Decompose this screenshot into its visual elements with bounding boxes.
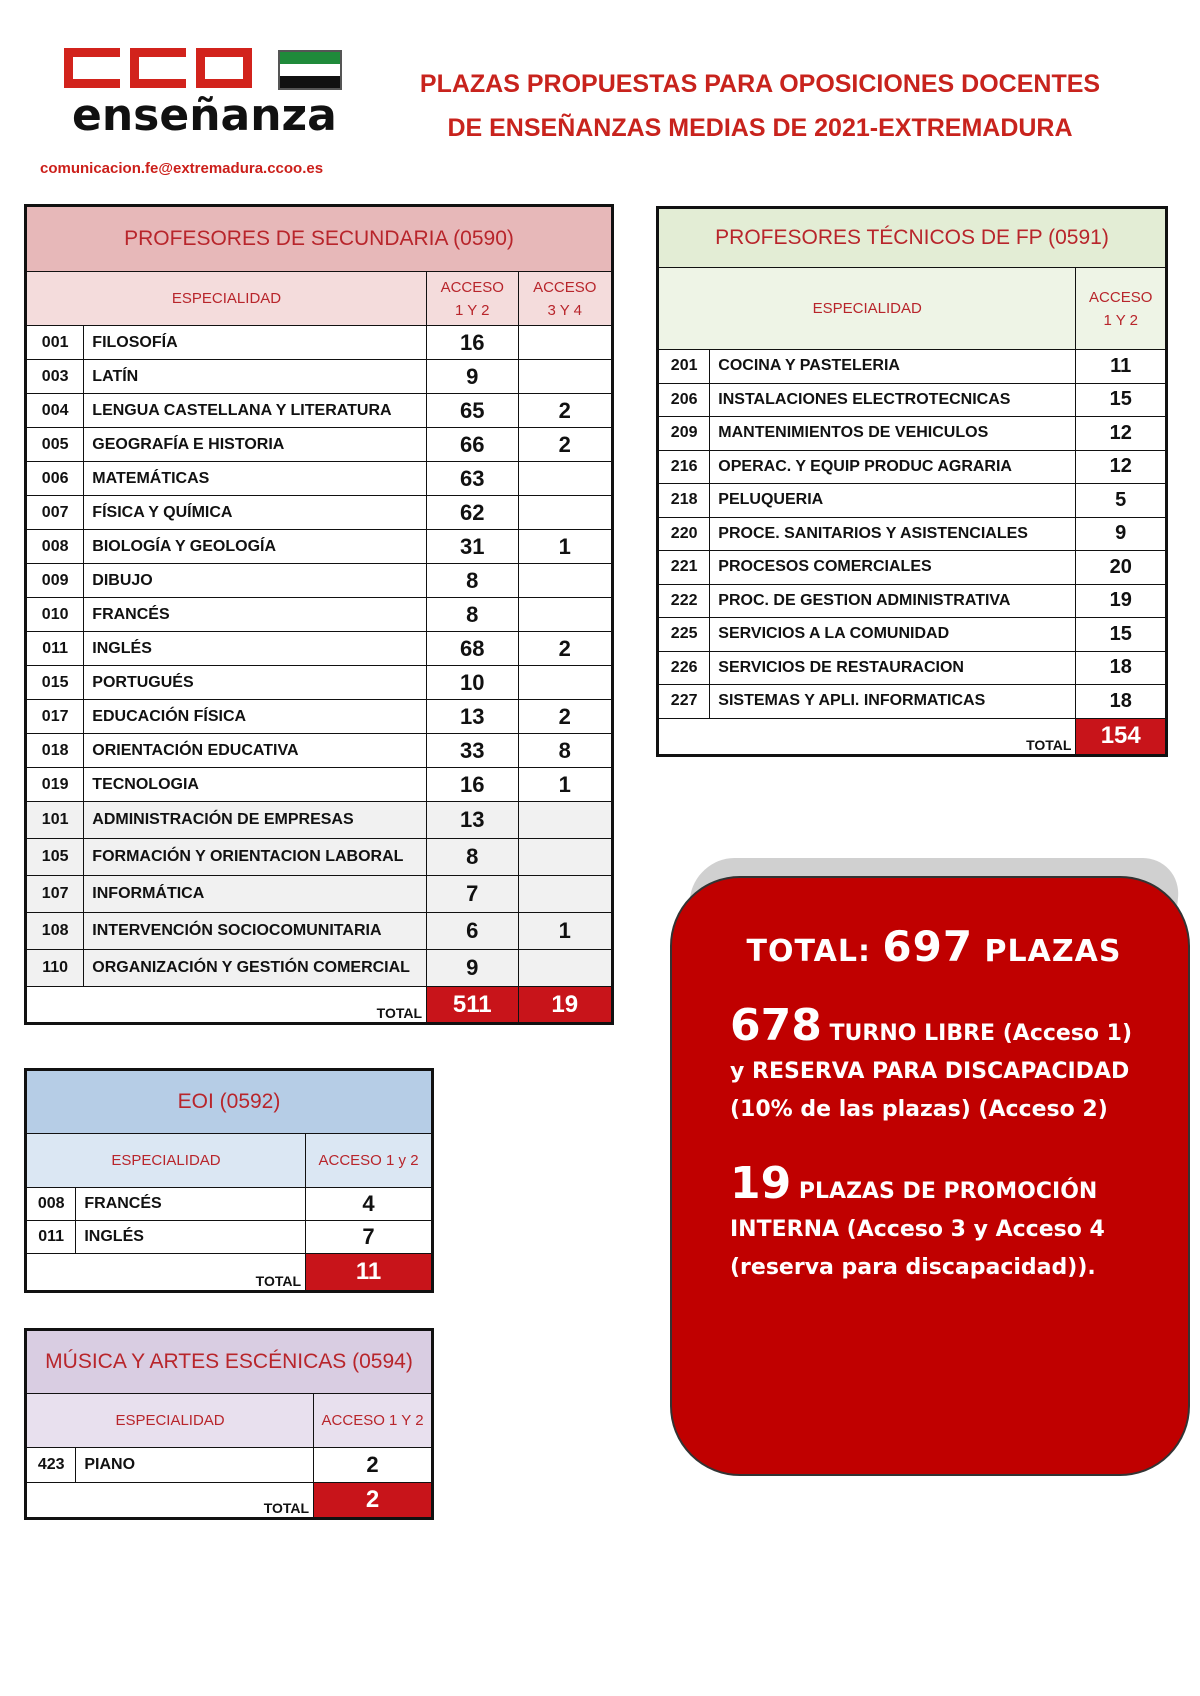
cell-acceso-3-4 <box>518 950 613 987</box>
fp-total-a12: 154 <box>1076 718 1167 755</box>
cell-acceso-1-2: 63 <box>427 462 518 496</box>
cell-especialidad: LENGUA CASTELLANA Y LITERATURA <box>84 394 427 428</box>
table-row <box>26 913 613 950</box>
cell-especialidad: ORGANIZACIÓN Y GESTIÓN COMERCIAL <box>84 950 427 987</box>
table-row <box>658 350 1167 384</box>
cell-acceso-3-4 <box>518 564 613 598</box>
cell-code: 009 <box>26 564 84 598</box>
table-row <box>26 462 613 496</box>
cell-acceso-3-4 <box>518 462 613 496</box>
cell-especialidad: ORIENTACIÓN EDUCATIVA <box>84 734 427 768</box>
secundaria-title: PROFESORES DE SECUNDARIA (0590) <box>26 206 613 272</box>
cell-acceso-3-4 <box>518 876 613 913</box>
cell-acceso-1-2: 68 <box>427 632 518 666</box>
table-row <box>26 530 613 564</box>
cell-acceso-1-2: 8 <box>427 839 518 876</box>
table-row <box>26 1221 433 1254</box>
cell-code: 011 <box>26 632 84 666</box>
fp-col-acceso-1-2: ACCESO 1 Y 2 <box>1076 268 1167 350</box>
cell-code: 101 <box>26 802 84 839</box>
cell-acceso-1-2: 15 <box>1076 618 1167 652</box>
summary-promo-value: 19 <box>730 1158 792 1209</box>
cell-code: 110 <box>26 950 84 987</box>
cell-especialidad: INGLÉS <box>76 1221 306 1254</box>
table-row <box>658 618 1167 652</box>
cell-acceso-1-2: 5 <box>1076 484 1167 518</box>
cell-acceso-3-4 <box>518 839 613 876</box>
cell-especialidad: SERVICIOS DE RESTAURACION <box>710 651 1076 685</box>
cell-code: 108 <box>26 913 84 950</box>
cell-acceso-1-2: 11 <box>1076 350 1167 384</box>
cell-acceso-3-4: 1 <box>518 913 613 950</box>
summary-total: TOTAL: 697 PLAZAS <box>746 922 1122 971</box>
cell-code: 008 <box>26 530 84 564</box>
cell-code: 007 <box>26 496 84 530</box>
cell-code: 222 <box>658 584 710 618</box>
summary-libre-value: 678 <box>730 1000 822 1051</box>
cell-code: 225 <box>658 618 710 652</box>
cell-acceso-1-2: 16 <box>427 768 518 802</box>
cell-acceso-1-2: 62 <box>427 496 518 530</box>
table-row <box>26 700 613 734</box>
cell-especialidad: DIBUJO <box>84 564 427 598</box>
cell-code: 008 <box>26 1188 76 1221</box>
cell-code: 209 <box>658 417 710 451</box>
cell-code: 005 <box>26 428 84 462</box>
cell-especialidad: PROCE. SANITARIOS Y ASISTENCIALES <box>710 517 1076 551</box>
cell-code: 015 <box>26 666 84 700</box>
cell-acceso-3-4: 2 <box>518 428 613 462</box>
cell-acceso-1-2: 12 <box>1076 417 1167 451</box>
cell-acceso-1-2: 13 <box>427 802 518 839</box>
cell-acceso-1-2: 66 <box>427 428 518 462</box>
table-row <box>658 450 1167 484</box>
table-row <box>658 484 1167 518</box>
musica-title: MÚSICA Y ARTES ESCÉNICAS (0594) <box>26 1330 433 1394</box>
cell-especialidad: LATÍN <box>84 360 427 394</box>
cell-acceso-1-2: 13 <box>427 700 518 734</box>
cell-especialidad: ADMINISTRACIÓN DE EMPRESAS <box>84 802 427 839</box>
musica-col-acceso-1-2: ACCESO 1 Y 2 <box>314 1394 433 1448</box>
cell-especialidad: TECNOLOGIA <box>84 768 427 802</box>
cell-acceso-1-2: 9 <box>1076 517 1167 551</box>
summary-libre: 678 TURNO LIBRE (Acceso 1) y RESERVA PARA DISCAPACIDAD (10% de las plazas) (Acceso 2) <box>730 1000 1133 1122</box>
logo-text: enseñanza <box>72 90 337 141</box>
summary-total-value: 697 <box>882 922 974 971</box>
cell-especialidad: MANTENIMIENTOS DE VEHICULOS <box>710 417 1076 451</box>
cell-especialidad: PIANO <box>76 1448 314 1483</box>
cell-acceso-1-2: 6 <box>427 913 518 950</box>
cell-acceso-1-2: 8 <box>427 598 518 632</box>
cell-code: 010 <box>26 598 84 632</box>
cell-especialidad: PELUQUERIA <box>710 484 1076 518</box>
cell-especialidad: INFORMÁTICA <box>84 876 427 913</box>
cell-acceso-1-2: 16 <box>427 326 518 360</box>
fp-col-especialidad: ESPECIALIDAD <box>658 268 1076 350</box>
secundaria-total-label: TOTAL <box>26 987 427 1024</box>
cell-code: 017 <box>26 700 84 734</box>
fp-total-label: TOTAL <box>658 718 1076 755</box>
cell-especialidad: MATEMÁTICAS <box>84 462 427 496</box>
table-row <box>26 360 613 394</box>
table-row <box>26 950 613 987</box>
cell-code: 226 <box>658 651 710 685</box>
cell-code: 220 <box>658 517 710 551</box>
cell-acceso-1-2: 7 <box>306 1221 433 1254</box>
cell-acceso-1-2: 65 <box>427 394 518 428</box>
table-row <box>26 326 613 360</box>
cell-especialidad: OPERAC. Y EQUIP PRODUC AGRARIA <box>710 450 1076 484</box>
cell-especialidad: GEOGRAFÍA E HISTORIA <box>84 428 427 462</box>
summary-promocion: 19 PLAZAS DE PROMOCIÓN INTERNA (Acceso 3 y Acceso 4 (reserva para discapacidad)). <box>730 1158 1105 1280</box>
table-row <box>26 564 613 598</box>
cell-code: 206 <box>658 383 710 417</box>
cell-acceso-3-4 <box>518 666 613 700</box>
cell-code: 019 <box>26 768 84 802</box>
cell-especialidad: COCINA Y PASTELERIA <box>710 350 1076 384</box>
cell-acceso-1-2: 20 <box>1076 551 1167 585</box>
cell-especialidad: INTERVENCIÓN SOCIOCOMUNITARIA <box>84 913 427 950</box>
musica-col-especialidad: ESPECIALIDAD <box>26 1394 314 1448</box>
cell-acceso-1-2: 18 <box>1076 651 1167 685</box>
table-row <box>26 428 613 462</box>
col-especialidad: ESPECIALIDAD <box>26 272 427 326</box>
cell-code: 423 <box>26 1448 76 1483</box>
cell-code: 011 <box>26 1221 76 1254</box>
cell-code: 107 <box>26 876 84 913</box>
table-row <box>26 768 613 802</box>
cell-acceso-3-4: 2 <box>518 394 613 428</box>
cell-acceso-1-2: 15 <box>1076 383 1167 417</box>
col-acceso-1-2: ACCESO 1 Y 2 <box>427 272 518 326</box>
cell-code: 018 <box>26 734 84 768</box>
cell-especialidad: SISTEMAS Y APLI. INFORMATICAS <box>710 685 1076 719</box>
eoi-col-acceso-1-2: ACCESO 1 y 2 <box>306 1134 433 1188</box>
cell-acceso-3-4 <box>518 802 613 839</box>
table-row <box>26 666 613 700</box>
cell-code: 001 <box>26 326 84 360</box>
table-row <box>658 584 1167 618</box>
fp-title: PROFESORES TÉCNICOS DE FP (0591) <box>658 208 1167 268</box>
cell-especialidad: PROCESOS COMERCIALES <box>710 551 1076 585</box>
cell-acceso-1-2: 18 <box>1076 685 1167 719</box>
cell-acceso-3-4: 2 <box>518 700 613 734</box>
table-row <box>658 517 1167 551</box>
cell-acceso-3-4: 8 <box>518 734 613 768</box>
table-row <box>26 394 613 428</box>
cell-code: 227 <box>658 685 710 719</box>
cell-acceso-3-4 <box>518 598 613 632</box>
table-row <box>26 598 613 632</box>
extremadura-flag-icon <box>278 50 342 90</box>
cell-acceso-1-2: 31 <box>427 530 518 564</box>
cell-acceso-3-4: 1 <box>518 530 613 564</box>
cell-acceso-1-2: 8 <box>427 564 518 598</box>
cell-acceso-3-4 <box>518 496 613 530</box>
cell-acceso-1-2: 9 <box>427 360 518 394</box>
cell-code: 216 <box>658 450 710 484</box>
eoi-col-especialidad: ESPECIALIDAD <box>26 1134 306 1188</box>
secundaria-total-a34: 19 <box>518 987 613 1024</box>
ccoo-logo <box>64 48 364 143</box>
table-row <box>26 496 613 530</box>
cell-acceso-1-2: 9 <box>427 950 518 987</box>
cell-acceso-1-2: 2 <box>314 1448 433 1483</box>
cell-acceso-1-2: 19 <box>1076 584 1167 618</box>
cell-code: 003 <box>26 360 84 394</box>
eoi-total-a12: 11 <box>306 1254 433 1292</box>
fp-table <box>656 206 1168 757</box>
cell-acceso-3-4: 2 <box>518 632 613 666</box>
eoi-total-label: TOTAL <box>26 1254 306 1292</box>
eoi-title: EOI (0592) <box>26 1070 433 1134</box>
cell-especialidad: FRANCÉS <box>76 1188 306 1221</box>
cell-especialidad: INSTALACIONES ELECTROTECNICAS <box>710 383 1076 417</box>
page-title: PLAZAS PROPUESTAS PARA OPOSICIONES DOCENTES DE ENSEÑANZAS MEDIAS DE 2021-EXTREMADURA <box>419 70 1101 142</box>
table-row <box>26 802 613 839</box>
table-row <box>658 383 1167 417</box>
table-row <box>26 1188 433 1221</box>
secundaria-total-a12: 511 <box>427 987 518 1024</box>
col-acceso-3-4: ACCESO 3 Y 4 <box>518 272 613 326</box>
table-row <box>658 651 1167 685</box>
cell-especialidad: PROC. DE GESTION ADMINISTRATIVA <box>710 584 1076 618</box>
cell-acceso-1-2: 12 <box>1076 450 1167 484</box>
ccoo-letters <box>64 48 252 88</box>
musica-total-a12: 2 <box>314 1483 433 1519</box>
cell-especialidad: FILOSOFÍA <box>84 326 427 360</box>
cell-acceso-1-2: 10 <box>427 666 518 700</box>
table-row <box>26 1448 433 1483</box>
cell-code: 004 <box>26 394 84 428</box>
table-row <box>26 734 613 768</box>
cell-code: 201 <box>658 350 710 384</box>
table-row <box>26 839 613 876</box>
table-row <box>26 876 613 913</box>
cell-especialidad: EDUCACIÓN FÍSICA <box>84 700 427 734</box>
cell-acceso-3-4 <box>518 360 613 394</box>
table-row <box>658 417 1167 451</box>
table-row <box>26 632 613 666</box>
cell-especialidad: FÍSICA Y QUÍMICA <box>84 496 427 530</box>
cell-especialidad: FRANCÉS <box>84 598 427 632</box>
cell-especialidad: FORMACIÓN Y ORIENTACION LABORAL <box>84 839 427 876</box>
musica-total-label: TOTAL <box>26 1483 314 1519</box>
cell-especialidad: PORTUGUÉS <box>84 666 427 700</box>
cell-code: 105 <box>26 839 84 876</box>
cell-acceso-1-2: 33 <box>427 734 518 768</box>
cell-code: 218 <box>658 484 710 518</box>
table-row <box>658 685 1167 719</box>
cell-code: 006 <box>26 462 84 496</box>
summary-card <box>670 876 1190 1476</box>
cell-acceso-3-4: 1 <box>518 768 613 802</box>
cell-acceso-1-2: 7 <box>427 876 518 913</box>
musica-table <box>24 1328 434 1520</box>
cell-especialidad: SERVICIOS A LA COMUNIDAD <box>710 618 1076 652</box>
cell-acceso-3-4 <box>518 326 613 360</box>
contact-email[interactable]: comunicacion.fe@extremadura.ccoo.es <box>40 160 324 177</box>
secundaria-table <box>24 204 614 1025</box>
eoi-table <box>24 1068 434 1293</box>
cell-especialidad: BIOLOGÍA Y GEOLOGÍA <box>84 530 427 564</box>
cell-acceso-1-2: 4 <box>306 1188 433 1221</box>
cell-code: 221 <box>658 551 710 585</box>
table-row <box>658 551 1167 585</box>
cell-especialidad: INGLÉS <box>84 632 427 666</box>
